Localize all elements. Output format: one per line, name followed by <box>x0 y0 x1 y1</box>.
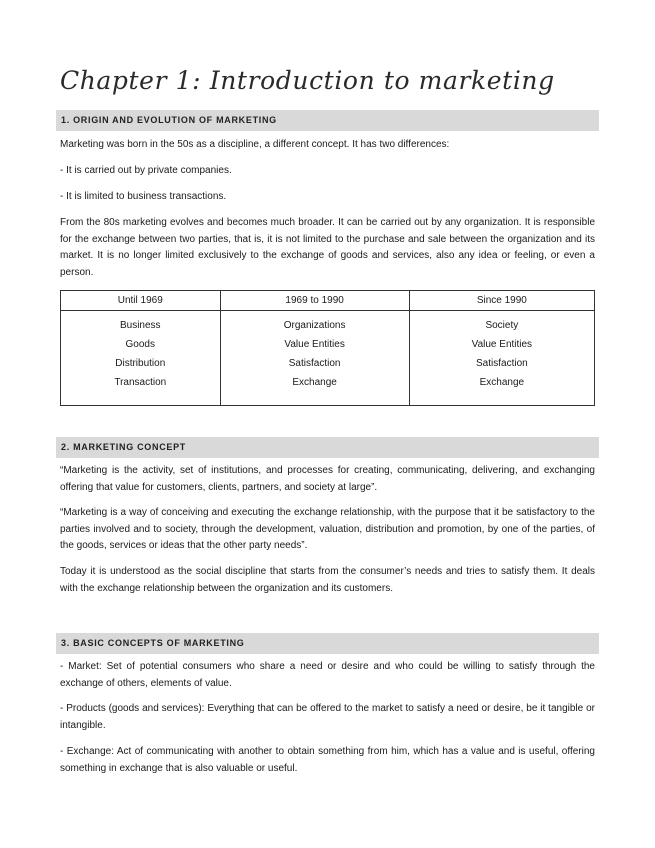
table-header-cell: Since 1990 <box>409 291 594 311</box>
cell-item: Society <box>485 320 519 331</box>
section-heading: 3. BASIC CONCEPTS OF MARKETING <box>61 638 245 648</box>
cell-item: Business <box>119 320 161 331</box>
cell-item: Organizations <box>283 320 346 331</box>
bullet-item: - Exchange: Act of communicating with another to obtain something from him, which has a value and is useful, offering something in exchange that is also valuable or useful. <box>60 746 595 774</box>
section-header-concept <box>56 437 599 458</box>
quote-paragraph: “Marketing is a way of conceiving and executing the exchange relationship, with the purpose that it be satisfactory to the parties involved and to society, through the development, valuation, distribution and promotion, by one of the parties, of the goods, services or ideas that the other party needs”. <box>60 507 595 551</box>
paragraph: Today it is understood as the social discipline that starts from the consumer’s needs and tries to satisfy them. It deals with the exchange relationship between the organization and its customers. <box>60 566 595 594</box>
evolution-table <box>60 290 595 406</box>
cell-item: Value Entities <box>471 339 533 350</box>
cell-item: Distribution <box>115 358 166 369</box>
table-header-cell: Until 1969 <box>61 291 221 311</box>
table-cell <box>61 311 221 406</box>
cell-item: Exchange <box>479 377 525 388</box>
bullet-item: - Market: Set of potential consumers who share a need or desire and who could be willing to satisfy through the exchange of others, elements of value. <box>60 661 595 689</box>
section-header-origin <box>56 110 599 131</box>
cell-item: Transaction <box>114 377 167 388</box>
section-heading: 2. MARKETING CONCEPT <box>61 442 187 452</box>
section-heading: 1. ORIGIN AND EVOLUTION OF MARKETING <box>61 115 277 125</box>
cell-item: Value Entities <box>284 339 345 350</box>
cell-item: Goods <box>125 339 155 350</box>
cell-item: Exchange <box>292 377 337 388</box>
table-cell <box>409 311 594 406</box>
cell-item: Satisfaction <box>288 358 341 369</box>
quote-paragraph: “Marketing is the activity, set of institutions, and processes for creating, communicating, delivering, and exchanging offering that value for customers, clients, partners, and society at large”. <box>60 465 595 493</box>
bullet-item: - It is carried out by private companies. <box>60 165 232 176</box>
table-cell <box>220 311 409 406</box>
table-header-row <box>61 291 595 311</box>
chapter-title: Chapter 1: Introduction to marketing <box>60 66 555 95</box>
bullet-item: - Products (goods and services): Everything that can be offered to the market to satisfy a need or desire, be it tangible or intangible. <box>60 703 595 731</box>
table-row <box>61 311 595 406</box>
section-header-basic-concepts <box>56 633 599 654</box>
table-header-cell: 1969 to 1990 <box>220 291 409 311</box>
paragraph: Marketing was born in the 50s as a discipline, a different concept. It has two differences: <box>60 139 450 150</box>
paragraph: From the 80s marketing evolves and becomes much broader. It can be carried out by any organization. It is responsible for the exchange between two parties, that is, it is not limited to the purchase and sale between the organization and its market. It is no longer limited exclusively to the exchange of goods and services, also any idea or feeling, or even a person. <box>60 217 595 278</box>
cell-item: Satisfaction <box>476 358 528 369</box>
bullet-item: - It is limited to business transactions. <box>60 191 227 202</box>
